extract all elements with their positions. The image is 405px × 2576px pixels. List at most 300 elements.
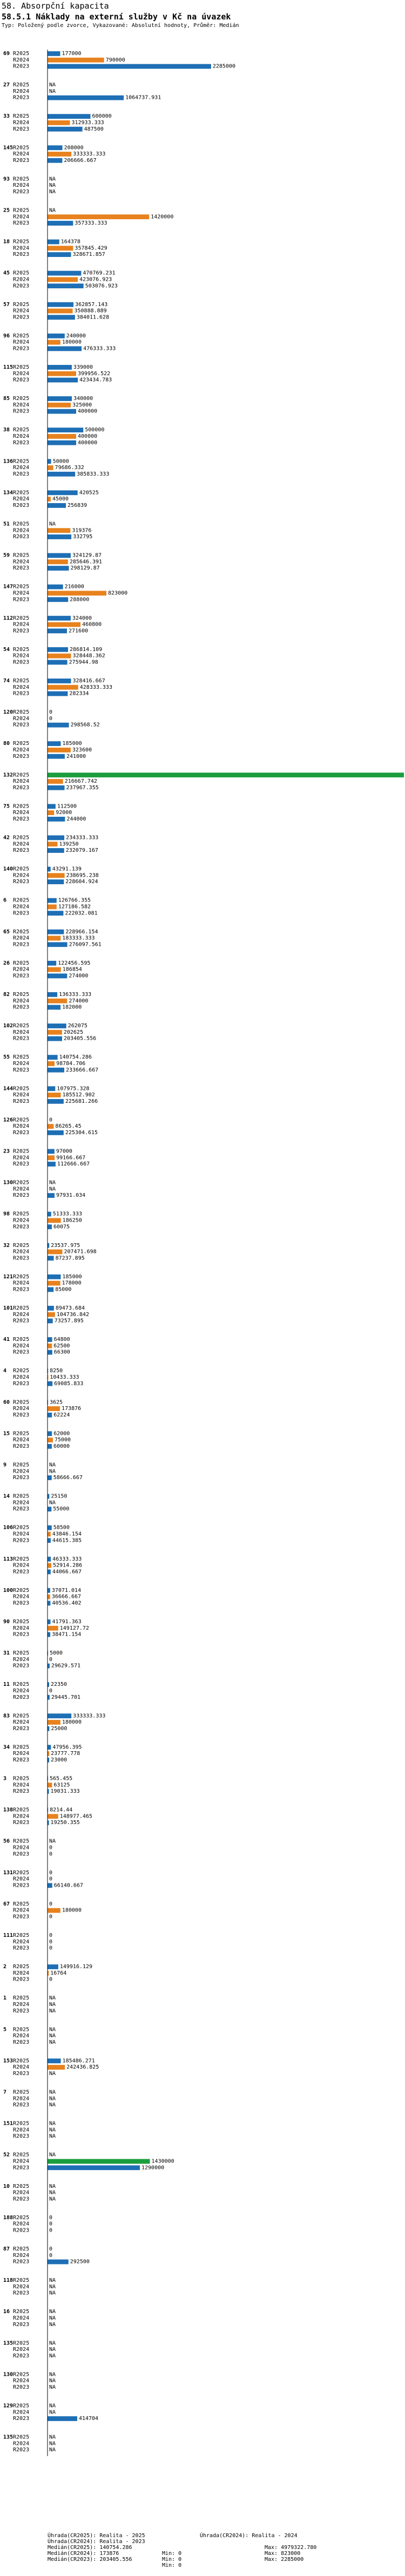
bar: [48, 992, 57, 997]
bar: [48, 1224, 52, 1229]
bar: [48, 334, 65, 338]
bar: [48, 1406, 60, 1411]
row-label: R2024: [13, 2158, 30, 2165]
bar: [48, 51, 60, 56]
group-label: 51: [3, 521, 10, 527]
bar: [48, 302, 73, 307]
bar: [48, 1601, 50, 1606]
bar: [48, 145, 63, 150]
row-label: R2025: [13, 1368, 30, 1374]
row-label: R2025: [13, 1901, 30, 1907]
value-label: 1430000: [151, 2158, 174, 2165]
bar: [48, 1099, 64, 1104]
row-label: R2023: [13, 1631, 30, 1638]
row-label: R2023: [13, 910, 30, 917]
value-label: 428333.333: [79, 684, 112, 690]
footer-text: Min: 0: [162, 2557, 182, 2563]
value-label: 98784.706: [56, 1061, 86, 1067]
value-label: 285646.391: [69, 559, 103, 565]
value-label: 324000: [72, 615, 92, 621]
bar: [48, 1908, 60, 1913]
value-label: 0: [49, 2214, 53, 2221]
value-label: NA: [49, 1468, 56, 1475]
value-label: 45000: [52, 496, 69, 503]
value-label: NA: [49, 2409, 56, 2416]
bar: [48, 315, 75, 320]
bar: [48, 283, 84, 288]
bar: [48, 1475, 52, 1480]
value-label: 38471.154: [52, 1631, 82, 1638]
group-label: 14: [3, 1493, 10, 1500]
group-label: 111: [3, 1933, 14, 1938]
row-label: R2025: [13, 1838, 30, 1845]
value-label: 0: [49, 1914, 53, 1920]
row-label: R2025: [13, 835, 30, 841]
bar: [48, 741, 61, 746]
group-label: 33: [3, 113, 10, 120]
bar: [48, 1250, 62, 1255]
row-label: R2025: [13, 207, 30, 214]
row-label: R2024: [13, 1123, 30, 1130]
bar: [48, 1964, 58, 1969]
row-label: R2024: [13, 1217, 30, 1224]
value-label: 3625: [50, 1399, 63, 1406]
value-label: 62224: [53, 1412, 70, 1418]
group-label: 188: [3, 2214, 14, 2221]
bar: [48, 1068, 64, 1073]
group-label: 10: [3, 2183, 10, 2189]
value-label: 97000: [56, 1148, 72, 1155]
row-label: R2023: [13, 1851, 30, 1858]
row-label: R2024: [13, 1531, 30, 1537]
value-label: 185486.271: [62, 2058, 95, 2064]
value-label: 274000: [69, 998, 89, 1004]
bar: [48, 804, 56, 809]
row-label: R2024: [13, 966, 30, 973]
group-label: 4: [3, 1368, 7, 1374]
group-label: 130: [3, 1179, 14, 1186]
row-label: R2024: [13, 2064, 30, 2071]
row-label: R2024: [13, 1468, 30, 1475]
row-label: R2025: [13, 2246, 30, 2252]
row-label: R2025: [13, 678, 30, 684]
group-label: 106: [3, 1524, 14, 1531]
row-label: R2024: [13, 1751, 30, 1757]
bar: [48, 1431, 52, 1436]
bar: [48, 1619, 51, 1624]
bar: [48, 1086, 55, 1091]
footer-text: Max: 2285000: [265, 2557, 304, 2563]
row-label: R2024: [13, 2378, 30, 2384]
value-label: 470769.231: [83, 270, 116, 276]
row-label: R2024: [13, 2127, 30, 2133]
row-label: R2025: [13, 2403, 30, 2409]
bar: [48, 1664, 50, 1669]
row-label: R2023: [13, 941, 30, 948]
bar: [48, 440, 76, 445]
bar: [48, 1312, 55, 1317]
row-label: R2023: [13, 1380, 30, 1387]
value-label: 487500: [84, 126, 104, 132]
row-label: R2023: [13, 565, 30, 572]
group-label: 120: [3, 709, 14, 716]
bar: [48, 622, 80, 627]
bar: [48, 1438, 53, 1442]
row-label: R2023: [13, 408, 30, 415]
value-label: 237967.355: [66, 784, 99, 791]
value-label: 63125: [53, 1782, 70, 1788]
row-label: R2025: [13, 1556, 30, 1562]
bar: [48, 252, 71, 257]
row-label: R2023: [13, 1663, 30, 1669]
row-label: R2025: [13, 2089, 30, 2096]
row-label: R2024: [13, 778, 30, 785]
value-label: 0: [49, 2246, 53, 2252]
bar: [48, 1494, 49, 1499]
row-label: R2023: [13, 1035, 30, 1042]
group-label: 3: [3, 1775, 7, 1782]
row-label: R2024: [13, 1656, 30, 1663]
row-label: R2023: [13, 2384, 30, 2390]
row-label: R2024: [13, 214, 30, 220]
value-label: NA: [49, 2133, 56, 2140]
row-label: R2023: [13, 2290, 30, 2296]
value-label: 60075: [53, 1224, 70, 1230]
row-label: R2025: [13, 1211, 30, 1217]
row-label: R2023: [13, 1569, 30, 1575]
group-label: 65: [3, 928, 10, 935]
row-label: R2023: [13, 314, 30, 321]
value-label: 126766.355: [58, 897, 91, 904]
row-label: R2024: [13, 810, 30, 816]
value-label: 62000: [53, 1431, 70, 1437]
row-label: R2025: [13, 709, 30, 716]
value-label: 1064737.931: [125, 94, 161, 101]
bar: [48, 879, 64, 884]
bar: [48, 309, 73, 314]
bar: [48, 371, 76, 376]
value-label: NA: [49, 176, 56, 182]
row-label: R2024: [13, 1374, 30, 1380]
bar: [48, 1626, 58, 1631]
group-label: 136: [3, 458, 14, 465]
value-label: 173876: [62, 1406, 82, 1412]
row-label: R2023: [13, 1161, 30, 1168]
row-label: R2025: [13, 2214, 30, 2221]
row-label: R2025: [13, 176, 30, 182]
value-label: NA: [49, 2447, 56, 2453]
value-label: 0: [49, 1688, 53, 1694]
row-label: R2023: [13, 1976, 30, 1983]
value-label: 0: [49, 1938, 53, 1945]
value-label: 312933.333: [71, 120, 104, 126]
value-label: 104736.842: [56, 1311, 90, 1318]
value-label: 69085.833: [54, 1380, 84, 1387]
bar: [48, 591, 106, 596]
bar: [48, 2165, 140, 2170]
bar: [48, 277, 78, 282]
value-label: NA: [49, 2008, 56, 2014]
value-label: NA: [49, 2152, 56, 2158]
value-label: NA: [49, 2321, 56, 2328]
row-label: R2023: [13, 189, 30, 195]
bar: [48, 1337, 52, 1342]
chart-subtitle: 58.5.1 Náklady na externí služby v Kč na úvazek: [2, 12, 231, 22]
value-label: 73257.895: [54, 1318, 84, 1324]
value-label: 400000: [78, 433, 98, 439]
value-label: 22350: [50, 1682, 68, 1688]
group-label: 153: [3, 2058, 14, 2064]
bar: [48, 1149, 55, 1154]
value-label: NA: [49, 2353, 56, 2359]
bar: [48, 1319, 53, 1324]
value-label: NA: [49, 2102, 56, 2109]
row-label: R2024: [13, 57, 30, 63]
footer-text: Úhrada(CR2024): Realita - 2024: [200, 2533, 298, 2539]
group-label: 101: [3, 1305, 14, 1311]
row-label: R2023: [13, 2102, 30, 2109]
value-label: NA: [49, 2347, 56, 2353]
value-label: 44066.667: [52, 1569, 82, 1575]
row-label: R2025: [13, 458, 30, 465]
value-label: 0: [49, 2221, 53, 2227]
value-label: NA: [49, 2039, 56, 2045]
value-label: 384011.628: [76, 314, 110, 321]
value-label: 228604.924: [65, 879, 98, 885]
row-label: R2024: [13, 245, 30, 252]
bar: [48, 817, 65, 822]
group-label: 9: [3, 1462, 7, 1468]
bar: [48, 1061, 55, 1066]
value-label: 8250: [50, 1368, 63, 1374]
bar: [48, 1444, 52, 1449]
row-label: R2025: [13, 239, 30, 245]
row-label: R2023: [13, 1694, 30, 1700]
value-label: 232079.167: [65, 848, 98, 854]
row-label: R2024: [13, 1813, 30, 1820]
bar: [48, 1563, 51, 1568]
group-label: 52: [3, 2152, 10, 2158]
row-label: R2023: [13, 879, 30, 885]
group-label: 121: [3, 1273, 14, 1280]
group-label: 126: [3, 1117, 14, 1123]
row-label: R2024: [13, 1249, 30, 1255]
value-label: 298568.52: [70, 722, 100, 728]
value-label: NA: [49, 1995, 56, 2002]
bar: [48, 1526, 52, 1530]
row-label: R2023: [13, 1286, 30, 1293]
group-label: 55: [3, 1054, 10, 1061]
value-label: 240000: [66, 333, 86, 339]
value-label: NA: [49, 2309, 56, 2315]
bar: [48, 936, 60, 941]
bar: [48, 1507, 51, 1511]
value-label: NA: [49, 1838, 56, 1845]
row-label: R2025: [13, 772, 30, 778]
bar: [48, 1005, 60, 1010]
group-label: 45: [3, 270, 10, 276]
bar: [48, 1814, 58, 1819]
bar: [48, 559, 68, 564]
value-label: 86265.45: [55, 1123, 82, 1130]
value-label: NA: [49, 2378, 56, 2384]
row-label: R2023: [13, 503, 30, 509]
group-label: 67: [3, 1901, 10, 1907]
value-label: NA: [49, 2089, 56, 2096]
bar: [48, 1595, 50, 1599]
value-label: 423434.783: [79, 377, 112, 383]
group-label: 100: [3, 1587, 14, 1594]
row-label: R2024: [13, 2096, 30, 2102]
value-label: 400000: [78, 439, 98, 446]
row-label: R2025: [13, 615, 30, 621]
bar: [48, 120, 70, 125]
value-label: 37071.014: [51, 1587, 82, 1594]
value-label: 324129.87: [72, 552, 102, 559]
value-label: NA: [49, 2283, 56, 2290]
value-label: 274000: [69, 973, 89, 979]
value-label: NA: [49, 2120, 56, 2127]
row-label: R2023: [13, 94, 30, 101]
bar: [48, 1256, 54, 1260]
value-label: 178000: [62, 1280, 82, 1286]
value-label: 60000: [53, 1443, 70, 1449]
value-label: 186854: [62, 966, 82, 973]
value-label: 183333.333: [62, 935, 95, 941]
row-label: R2025: [13, 2309, 30, 2315]
value-label: 460800: [82, 621, 102, 628]
value-label: 244000: [66, 816, 86, 822]
row-label: R2023: [13, 659, 30, 666]
group-label: 31: [3, 1650, 10, 1657]
value-label: NA: [49, 2434, 56, 2441]
footer-text: Medián(CR2023): 203405.556: [48, 2557, 132, 2563]
row-label: R2025: [13, 1179, 30, 1186]
value-label: 298129.87: [70, 565, 100, 572]
row-label: R2025: [13, 928, 30, 935]
value-label: 58500: [53, 1524, 70, 1531]
value-label: 400000: [78, 408, 98, 415]
row-label: R2025: [13, 490, 30, 496]
row-label: R2024: [13, 904, 30, 910]
value-label: 0: [49, 1933, 53, 1938]
value-label: 325000: [72, 402, 92, 408]
bar: [48, 1350, 52, 1355]
value-label: 282334: [69, 690, 89, 697]
bar: [48, 1569, 51, 1574]
row-label: R2025: [13, 1995, 30, 2002]
value-label: 10433.333: [50, 1374, 79, 1380]
bar: [48, 1745, 51, 1750]
row-label: R2023: [13, 157, 30, 164]
row-label: R2023: [13, 1725, 30, 1732]
row-label: R2024: [13, 747, 30, 753]
value-label: 140754.286: [59, 1054, 92, 1061]
bar: [48, 2260, 69, 2265]
bar: [48, 1532, 51, 1537]
row-label: R2024: [13, 1907, 30, 1914]
value-label: NA: [49, 2002, 56, 2008]
row-label: R2024: [13, 841, 30, 848]
value-label: 87237.895: [55, 1255, 85, 1262]
row-label: R2025: [13, 2371, 30, 2378]
footer-text: Min: 0: [162, 2551, 182, 2557]
bar: [48, 999, 67, 1004]
value-label: 64800: [53, 1337, 70, 1343]
bar: [48, 836, 64, 840]
row-label: R2023: [13, 63, 30, 70]
bar: [48, 754, 65, 759]
row-label: R2023: [13, 1882, 30, 1889]
value-label: 203405.556: [63, 1035, 97, 1042]
value-label: 333333.333: [73, 1713, 106, 1719]
value-label: 148977.465: [59, 1813, 92, 1820]
row-label: R2025: [13, 333, 30, 339]
value-label: 23537.975: [51, 1242, 80, 1249]
row-label: R2024: [13, 872, 30, 879]
row-label: R2025: [13, 1524, 30, 1531]
value-label: 823000: [108, 590, 128, 596]
row-label: R2024: [13, 370, 30, 377]
bar: [48, 1023, 66, 1028]
value-label: NA: [49, 2340, 56, 2347]
row-label: R2025: [13, 1273, 30, 1280]
row-label: R2023: [13, 1820, 30, 1826]
group-label: 82: [3, 992, 10, 998]
row-label: R2023: [13, 2071, 30, 2077]
row-label: R2025: [13, 803, 30, 810]
row-label: R2023: [13, 2165, 30, 2171]
bar: [48, 459, 51, 464]
bar: [48, 961, 56, 966]
row-label: R2023: [13, 2353, 30, 2359]
row-label: R2023: [13, 126, 30, 132]
bar: [48, 898, 57, 903]
row-label: R2025: [13, 521, 30, 527]
row-label: R2024: [13, 465, 30, 471]
bar: [48, 1695, 50, 1700]
bar: [48, 1883, 52, 1888]
value-label: 25000: [51, 1725, 68, 1732]
row-label: R2025: [13, 646, 30, 653]
bar: [48, 654, 71, 659]
row-label: R2025: [13, 1744, 30, 1751]
value-label: NA: [49, 2384, 56, 2390]
value-label: 385833.333: [77, 471, 110, 477]
value-label: 186250: [62, 1217, 82, 1224]
value-label: 164378: [60, 239, 80, 245]
footer-text: Medián(CR2024): 173876: [48, 2551, 119, 2557]
row-label: R2023: [13, 252, 30, 258]
value-label: 66140.667: [53, 1882, 83, 1889]
value-label: 25150: [51, 1493, 68, 1500]
value-label: 8214.44: [50, 1807, 73, 1813]
row-label: R2024: [13, 88, 30, 94]
value-label: 62500: [53, 1343, 70, 1349]
row-label: R2025: [13, 1619, 30, 1625]
bar: [48, 96, 124, 100]
row-label: R2024: [13, 1406, 30, 1412]
value-label: 362857.143: [75, 301, 108, 308]
row-label: R2024: [13, 2283, 30, 2290]
row-label: R2025: [13, 1086, 30, 1092]
value-label: 85000: [55, 1286, 72, 1293]
bar: [48, 873, 65, 878]
value-label: 79686.332: [55, 465, 84, 471]
footer-text: Max: 4979322.780: [265, 2545, 317, 2551]
row-label: R2025: [13, 51, 30, 57]
footer-text: Úhrada(CR2024): Realita - 2023: [48, 2539, 145, 2545]
